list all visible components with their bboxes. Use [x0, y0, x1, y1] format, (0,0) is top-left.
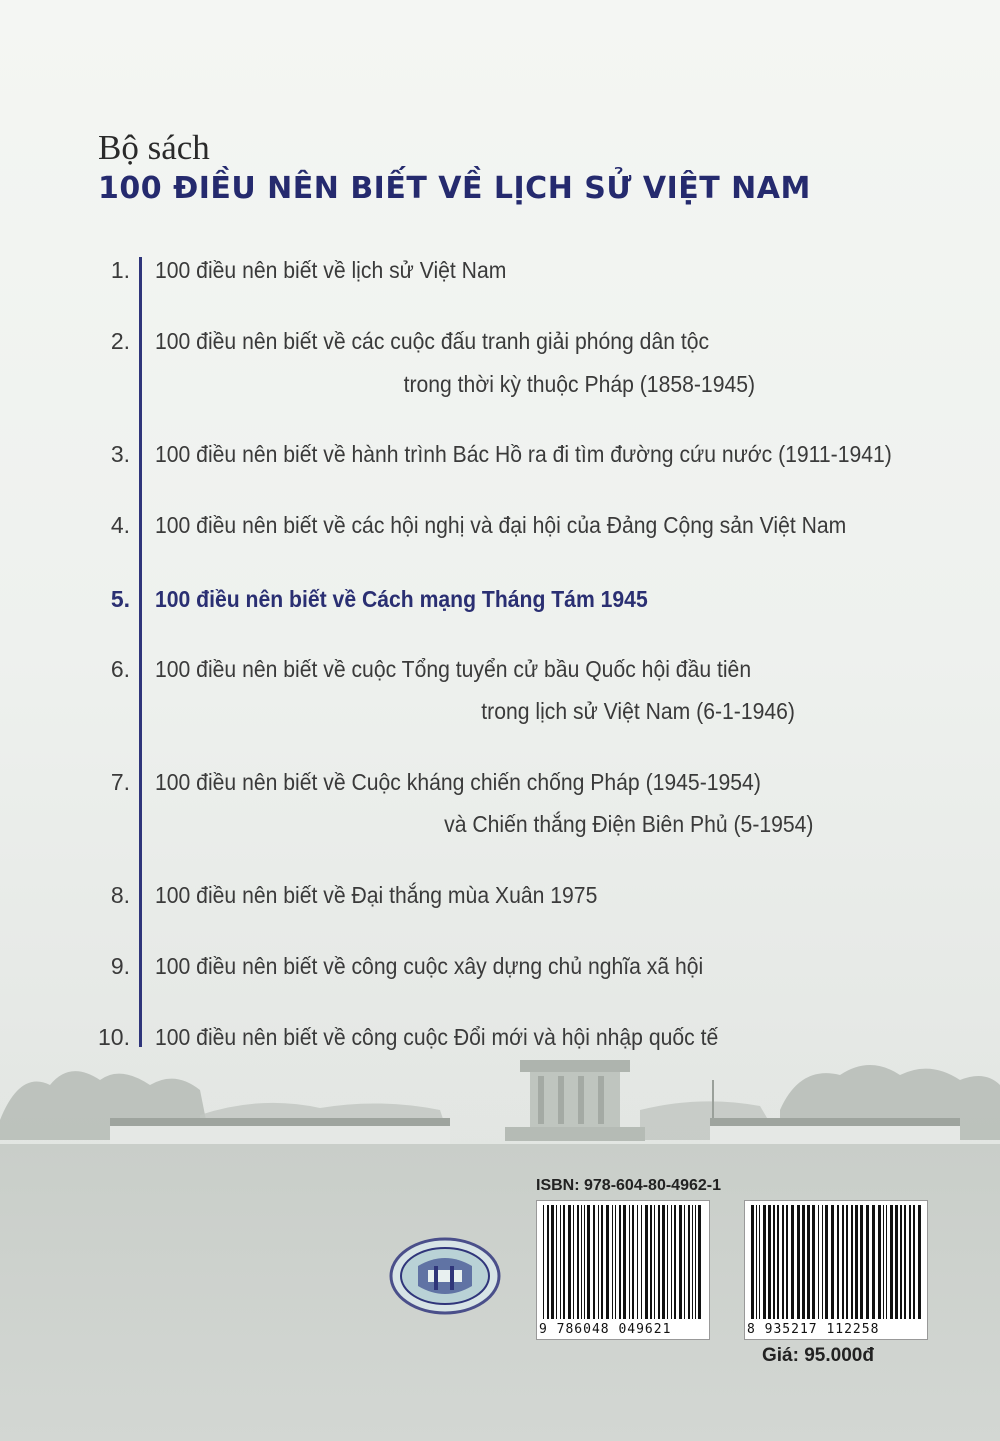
- barcode-bar: [807, 1205, 810, 1319]
- barcode-bar: [791, 1205, 794, 1319]
- barcode-bar: [825, 1205, 828, 1319]
- barcode-bar: [782, 1205, 784, 1319]
- barcode-bar: [632, 1205, 634, 1319]
- barcode-bar: [612, 1205, 613, 1319]
- barcode-bar: [890, 1205, 893, 1319]
- barcode-bar: [698, 1205, 701, 1319]
- barcode-bar: [662, 1205, 665, 1319]
- book-title-continued: trong thời kỳ thuộc Pháp (1858-1945): [403, 371, 755, 397]
- barcode-bar: [900, 1205, 902, 1319]
- barcode-bar: [551, 1205, 554, 1319]
- barcode-bar: [860, 1205, 863, 1319]
- book-number: 10.: [98, 1024, 130, 1050]
- book-number: 7.: [110, 769, 130, 795]
- list-divider: [139, 257, 142, 1047]
- barcode-bars: [745, 1201, 927, 1321]
- barcode-bar: [645, 1205, 648, 1319]
- barcode-bar: [563, 1205, 565, 1319]
- barcode-bar: [587, 1205, 590, 1319]
- barcode-bar: [695, 1205, 696, 1319]
- book-title: 100 điều nên biết về hành trình Bác Hồ ra đi tìm đường cứu nước (1911-1941): [155, 441, 892, 467]
- book-number: 2.: [110, 328, 130, 354]
- barcode-bar: [842, 1205, 844, 1319]
- book-number: 1.: [110, 257, 130, 283]
- barcode-bar: [773, 1205, 775, 1319]
- barcode-bar: [629, 1205, 630, 1319]
- book-number: 9.: [110, 953, 130, 979]
- barcode-bar: [855, 1205, 858, 1319]
- barcode-bar: [818, 1205, 819, 1319]
- book-number: 4.: [110, 512, 130, 538]
- barcode-bar: [650, 1205, 652, 1319]
- barcode-bar: [568, 1205, 571, 1319]
- barcode-bar: [837, 1205, 839, 1319]
- barcode-bar: [872, 1205, 875, 1319]
- barcode-bar: [593, 1205, 595, 1319]
- book-title-continued: và Chiến thắng Điện Biên Phủ (5-1954): [443, 811, 813, 837]
- barcode-bar: [601, 1205, 603, 1319]
- barcode-bar: [667, 1205, 668, 1319]
- book-title: 100 điều nên biết về công cuộc Đổi mới và hội nhập quốc tế: [155, 1024, 719, 1050]
- barcode-bar: [674, 1205, 676, 1319]
- barcode-bars: [537, 1201, 709, 1321]
- book-number: 5.: [110, 586, 130, 612]
- barcode-bar: [543, 1205, 544, 1319]
- barcode-bar: [679, 1205, 682, 1319]
- barcode-bar: [797, 1205, 800, 1319]
- isbn-label: ISBN: 978-604-80-4962-1: [536, 1177, 721, 1194]
- barcode-bar: [851, 1205, 853, 1319]
- barcode-bar: [692, 1205, 693, 1319]
- barcode-bar: [584, 1205, 585, 1319]
- book-title: 100 điều nên biết về Cuộc kháng chiến chống Pháp (1945-1954): [155, 769, 761, 795]
- barcode-bar: [547, 1205, 549, 1319]
- barcode-bar: [895, 1205, 898, 1319]
- barcode-digits: 9 786048 049621: [539, 1322, 672, 1337]
- barcode-bar: [573, 1205, 574, 1319]
- barcode-bar: [886, 1205, 887, 1319]
- book-title: 100 điều nên biết về Cách mạng Tháng Tám 1945: [155, 586, 648, 612]
- barcode-bar: [637, 1205, 638, 1319]
- barcode-digits: 8 935217 112258: [747, 1322, 880, 1337]
- barcode-bar: [560, 1205, 561, 1319]
- barcode-bar: [577, 1205, 579, 1319]
- barcode-bar: [623, 1205, 626, 1319]
- barcode-bar: [768, 1205, 771, 1319]
- barcode-bar: [619, 1205, 621, 1319]
- barcode-bar: [684, 1205, 685, 1319]
- barcode-bar: [883, 1205, 884, 1319]
- book-title-continued: trong lịch sử Việt Nam (6-1-1946): [481, 698, 795, 724]
- barcode-bar: [763, 1205, 766, 1319]
- barcode-bar: [615, 1205, 616, 1319]
- barcode-bar: [913, 1205, 915, 1319]
- book-number: 8.: [110, 882, 130, 908]
- price: Giá: 95.000đ: [762, 1345, 874, 1366]
- series-title: 100 ĐIỀU NÊN BIẾT VỀ LỊCH SỬ VIỆT NAM: [98, 171, 811, 206]
- barcode-bar: [846, 1205, 848, 1319]
- barcode-bar: [759, 1205, 760, 1319]
- book-title: 100 điều nên biết về cuộc Tổng tuyển cử bầu Quốc hội đầu tiên: [155, 656, 752, 682]
- barcode-bar: [918, 1205, 921, 1319]
- barcode-bar: [658, 1205, 660, 1319]
- barcode-bar: [654, 1205, 655, 1319]
- book-number: 3.: [110, 441, 130, 467]
- barcode-bar: [786, 1205, 788, 1319]
- barcode-bar: [831, 1205, 834, 1319]
- barcode-bar: [641, 1205, 642, 1319]
- barcode-bar: [878, 1205, 881, 1319]
- barcode-bar: [777, 1205, 779, 1319]
- book-number: 6.: [110, 656, 130, 682]
- barcode-bar: [909, 1205, 911, 1319]
- barcode-bar: [671, 1205, 672, 1319]
- barcode-bar: [904, 1205, 906, 1319]
- book-title: 100 điều nên biết về Đại thắng mùa Xuân 1975: [155, 882, 598, 908]
- book-title: 100 điều nên biết về các hội nghị và đại hội của Đảng Cộng sản Việt Nam: [155, 512, 847, 538]
- publisher-logo: [388, 1236, 502, 1316]
- product-barcode: [744, 1200, 928, 1340]
- barcode-bar: [812, 1205, 815, 1319]
- book-title: 100 điều nên biết về công cuộc xây dựng chủ nghĩa xã hội: [155, 953, 704, 979]
- barcode-bar: [822, 1205, 823, 1319]
- barcode-bar: [802, 1205, 805, 1319]
- barcode-bar: [866, 1205, 869, 1319]
- series-label: Bộ sách: [98, 128, 210, 167]
- barcode-bar: [756, 1205, 757, 1319]
- barcode-bar: [581, 1205, 582, 1319]
- barcode-bar: [688, 1205, 690, 1319]
- barcode-bar: [556, 1205, 557, 1319]
- isbn-barcode: [536, 1200, 710, 1340]
- book-title: 100 điều nên biết về các cuộc đấu tranh giải phóng dân tộc: [155, 328, 710, 354]
- book-title: 100 điều nên biết về lịch sử Việt Nam: [155, 257, 507, 283]
- barcode-bar: [598, 1205, 599, 1319]
- barcode-bar: [751, 1205, 754, 1319]
- barcode-bar: [606, 1205, 609, 1319]
